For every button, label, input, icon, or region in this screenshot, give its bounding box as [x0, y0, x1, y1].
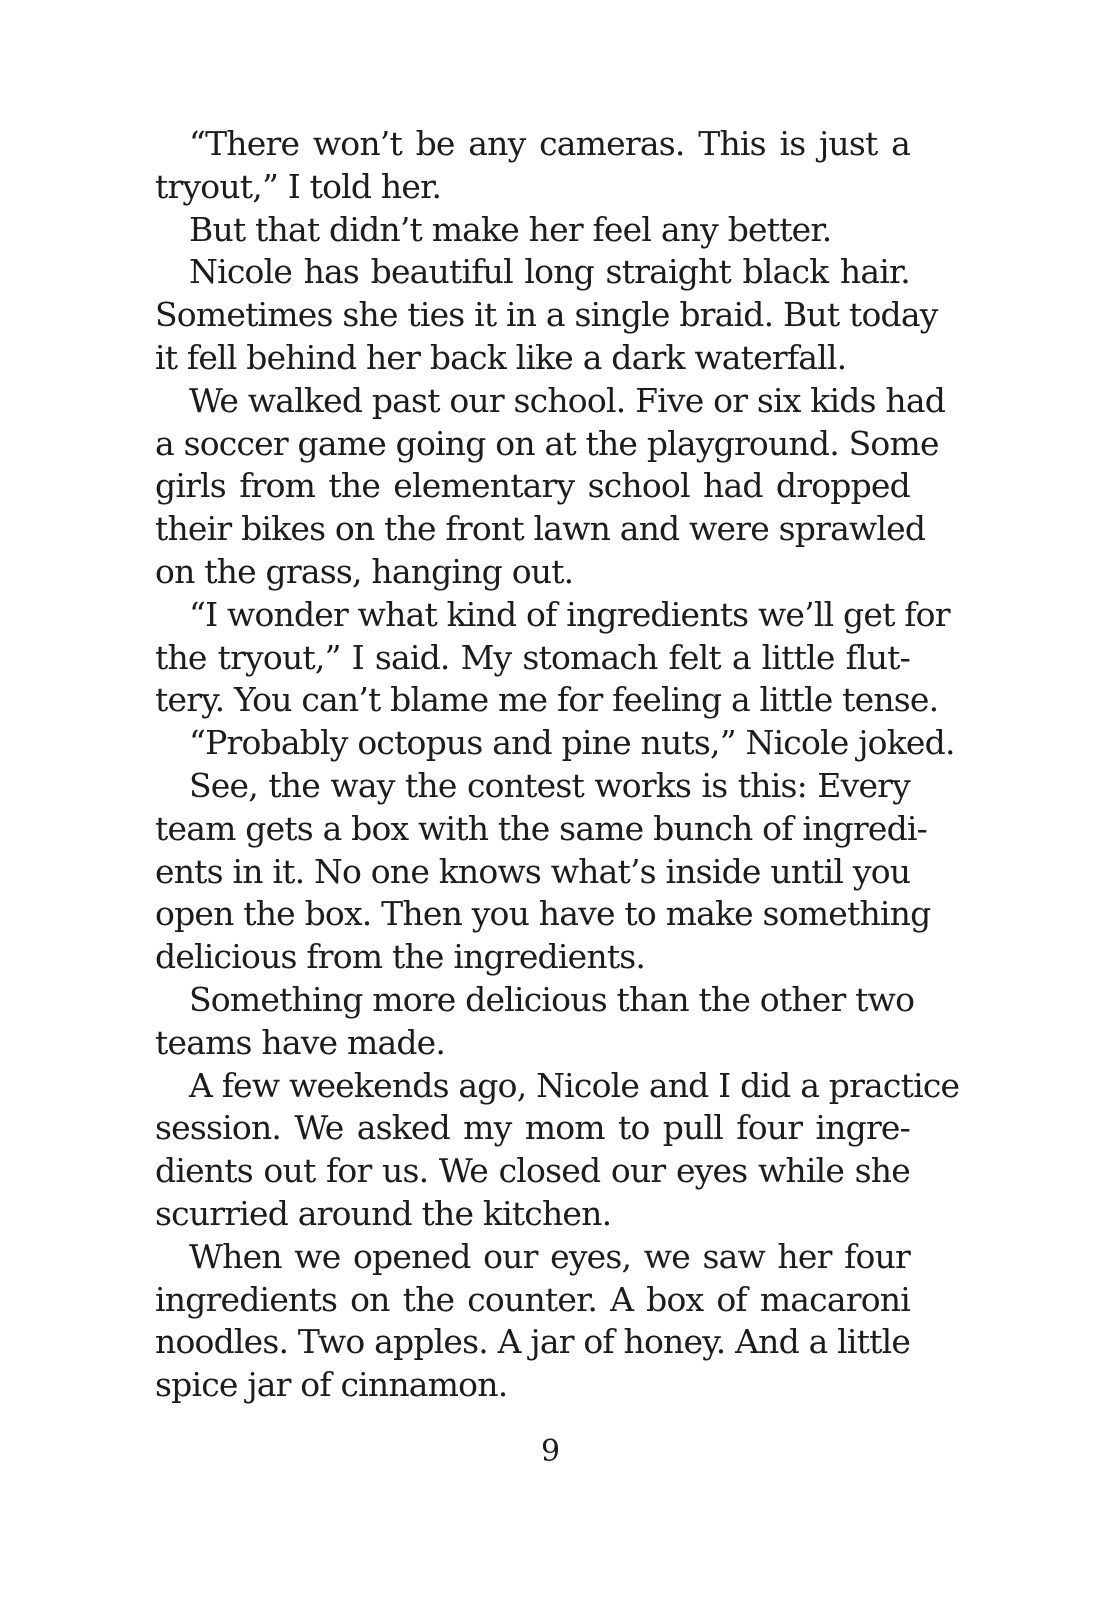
text-line: girls from the elementary school had dropped	[155, 466, 910, 506]
text-line: Something more delicious than the other two	[189, 979, 915, 1019]
text-line: But that didn’t make her feel any better.	[189, 209, 832, 249]
text-line: their bikes on the front lawn and were sprawled	[155, 509, 926, 549]
text-line: a soccer game going on at the playground. Some	[155, 423, 939, 463]
text-line: session. We asked my mom to pull four ingre-	[155, 1108, 910, 1148]
text-line: on the grass, hanging out.	[155, 551, 574, 591]
text-line: “I wonder what kind of ingredients we’ll get for	[189, 594, 950, 634]
text-line: tery. You can’t blame me for feeling a little tense.	[155, 680, 939, 720]
text-line: teams have made.	[155, 1022, 446, 1062]
text-line: A few weekends ago, Nicole and I did a practice	[189, 1065, 960, 1105]
body-text	[155, 123, 960, 1407]
text-line: spice jar of cinnamon.	[155, 1365, 508, 1405]
text-line: team gets a box with the same bunch of ingredi-	[155, 808, 927, 848]
text-line: Nicole has beautiful long straight black hair.	[189, 252, 910, 292]
text-line: open the box. Then you have to make something	[155, 894, 931, 934]
text-line: tryout,” I told her.	[155, 166, 442, 206]
text-line: scurried around the kitchen.	[155, 1193, 612, 1233]
text-line: delicious from the ingredients.	[155, 937, 646, 977]
text-line: the tryout,” I said. My stomach felt a little flut-	[155, 637, 910, 677]
text-line: See, the way the contest works is this: Every	[189, 765, 910, 805]
text-line: Sometimes she ties it in a single braid. But today	[155, 295, 938, 335]
text-line: ingredients on the counter. A box of macaroni	[155, 1279, 910, 1319]
text-line: it fell behind her back like a dark waterfall.	[155, 337, 847, 377]
text-line: “There won’t be any cameras. This is just a	[189, 124, 910, 163]
page-number: 9	[540, 1434, 561, 1469]
text-line: dients out for us. We closed our eyes while she	[155, 1151, 910, 1191]
text-line: noodles. Two apples. A jar of honey. And a little	[155, 1322, 911, 1362]
text-line: When we opened our eyes, we saw her four	[189, 1236, 910, 1276]
text-line: We walked past our school. Five or six kids had	[189, 380, 946, 420]
text-line: “Probably octopus and pine nuts,” Nicole joked.	[189, 723, 955, 763]
text-line: ents in it. No one knows what’s inside until you	[155, 851, 911, 891]
